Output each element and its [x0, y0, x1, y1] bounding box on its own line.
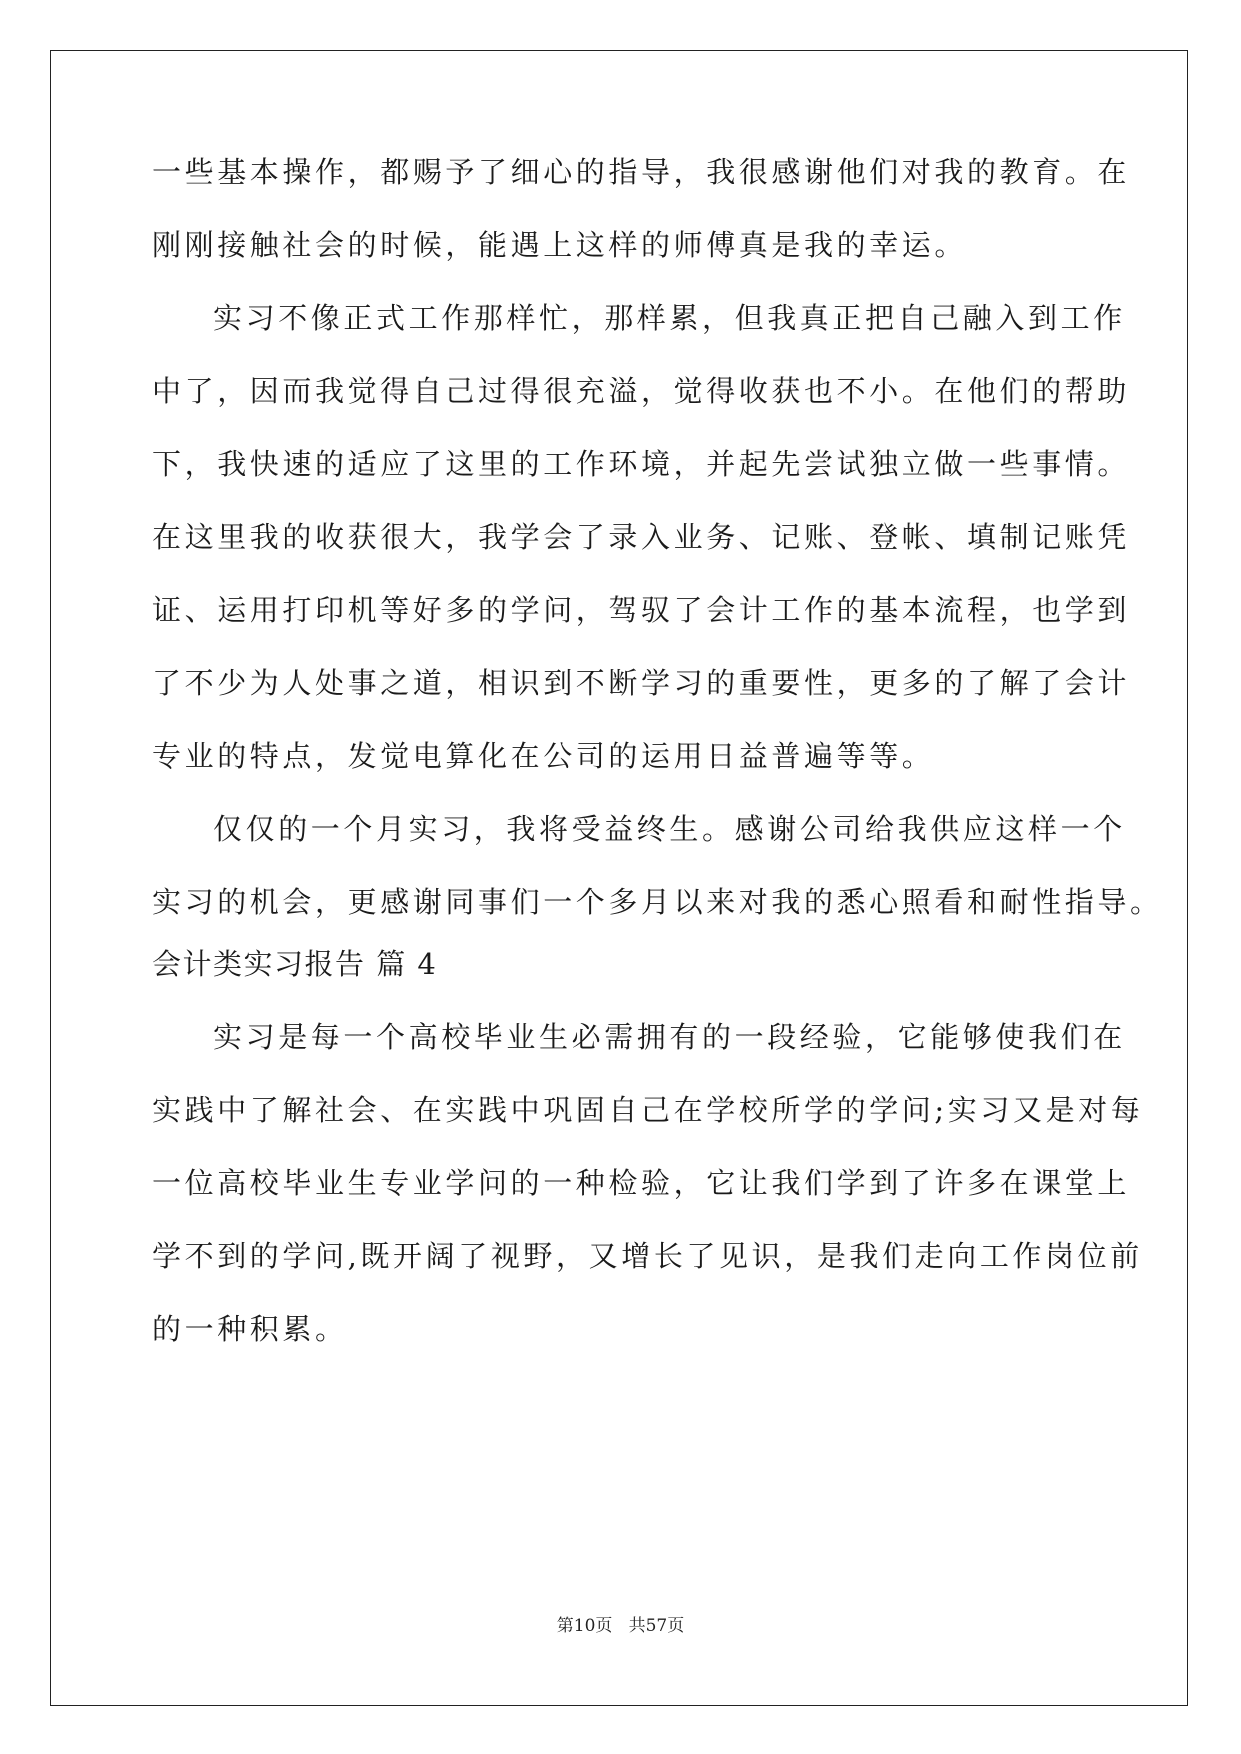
page-number: 第10页	[556, 1616, 613, 1636]
section-heading: 会计类实习报告 篇 4	[152, 947, 438, 981]
page-footer	[0, 1614, 1241, 1638]
footer-spacer	[612, 1616, 628, 1636]
text-line: 专业的特点，发觉电算化在公司的运用日益普遍等等。	[152, 739, 935, 773]
text-line: 的一种积累。	[152, 1312, 348, 1346]
text-line: 实习的机会，更感谢同事们一个多月以来对我的悉心照看和耐性指导。	[152, 885, 1163, 919]
text-line: 中了，因而我觉得自己过得很充溢，觉得收获也不小。在他们的帮助	[152, 374, 1131, 408]
text-line: 一些基本操作，都赐予了细心的指导，我很感谢他们对我的教育。在	[152, 155, 1131, 189]
text-line: 证、运用打印机等好多的学问，驾驭了会计工作的基本流程，也学到	[152, 593, 1131, 627]
text-line: 实践中了解社会、在实践中巩固自己在学校所学的学问;实习又是对每	[152, 1093, 1144, 1127]
paragraph-first-line: 仅仅的一个月实习，我将受益终生。感谢公司给我供应这样一个	[213, 812, 1126, 846]
text-line: 下，我快速的适应了这里的工作环境，并起先尝试独立做一些事情。	[152, 447, 1131, 481]
text-line: 学不到的学问,既开阔了视野，又增长了见识，是我们走向工作岗位前	[152, 1239, 1143, 1273]
text-line: 刚刚接触社会的时候，能遇上这样的师傅真是我的幸运。	[152, 228, 968, 262]
total-pages: 共57页	[628, 1616, 685, 1636]
text-line: 一位高校毕业生专业学问的一种检验，它让我们学到了许多在课堂上	[152, 1166, 1131, 1200]
text-line: 了不少为人处事之道，相识到不断学习的重要性，更多的了解了会计	[152, 666, 1131, 700]
paragraph-first-line: 实习不像正式工作那样忙，那样累，但我真正把自己融入到工作	[213, 301, 1126, 335]
text-line: 在这里我的收获很大，我学会了录入业务、记账、登帐、填制记账凭	[152, 520, 1131, 554]
paragraph-first-line: 实习是每一个高校毕业生必需拥有的一段经验，它能够使我们在	[213, 1020, 1126, 1054]
